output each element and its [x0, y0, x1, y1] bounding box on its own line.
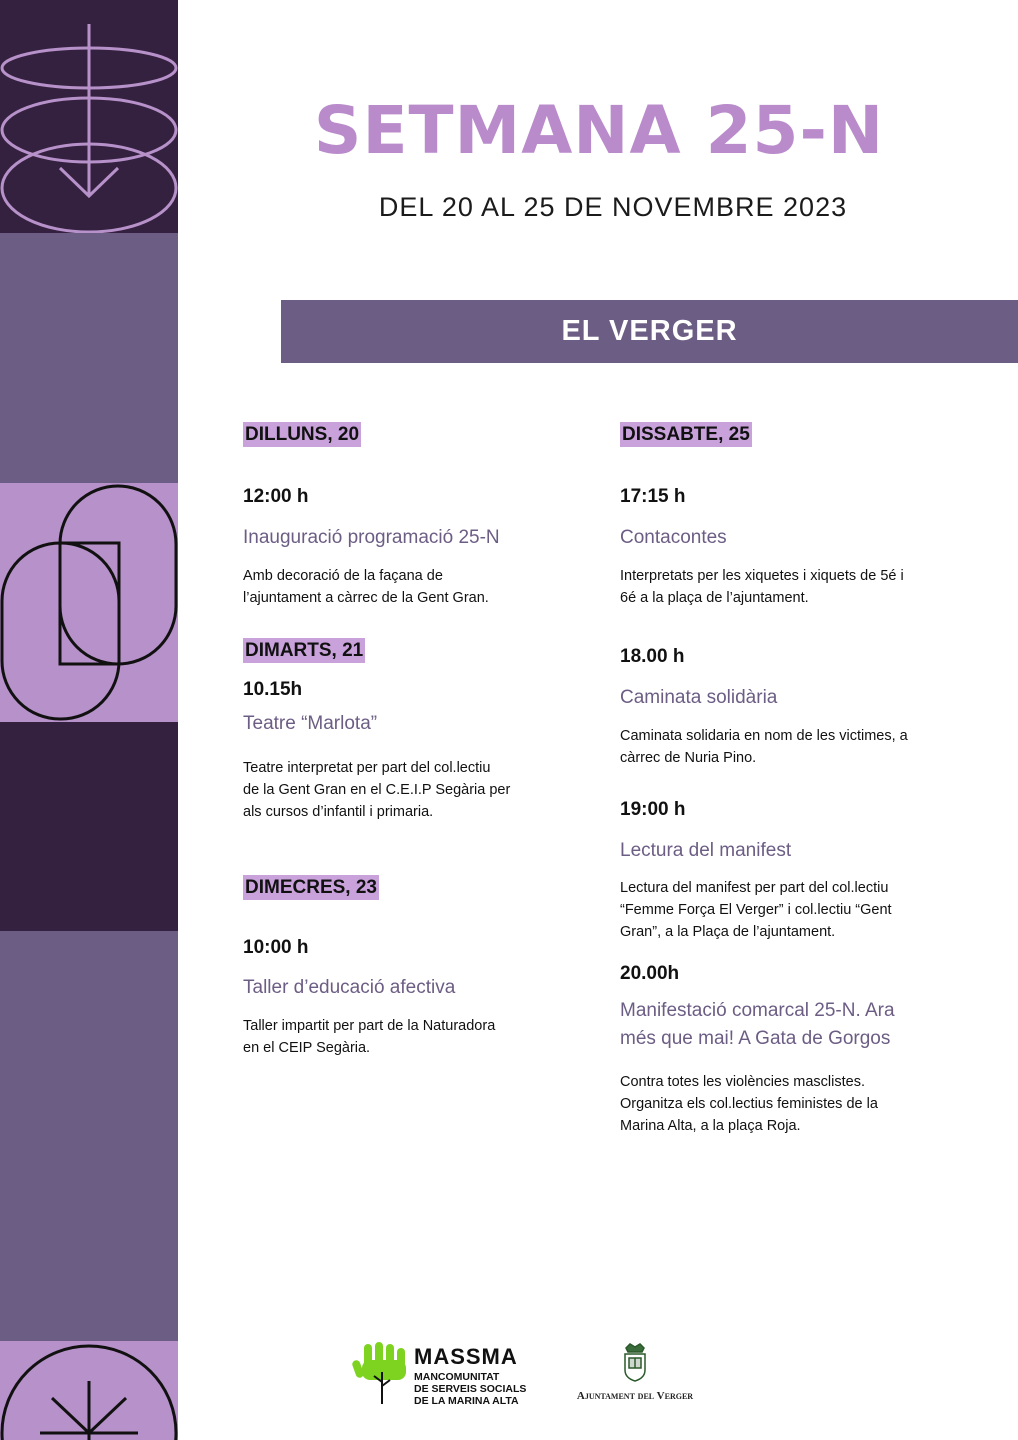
massma-subtitle-line: DE SERVEIS SOCIALS	[414, 1383, 527, 1395]
description-line: Gran”, a la Plaça de l’ajuntament.	[620, 924, 836, 940]
event-description	[243, 757, 563, 823]
page-title: SETMANA 25-N	[313, 92, 885, 169]
event-time: 17:15 h	[620, 486, 686, 507]
concentric-ellipses-arrow-icon	[0, 0, 178, 233]
day-label: DILLUNS, 20	[245, 424, 360, 445]
strip-band-mid-1	[0, 233, 178, 483]
event-title: Teatre “Marlota”	[243, 713, 378, 734]
starburst-circle-icon	[0, 1341, 178, 1440]
description-line: Teatre interpretat per part del col.lectiu	[243, 760, 491, 776]
strip-band-light-bottom	[0, 1341, 178, 1440]
massma-subtitle-line: DE LA MARINA ALTA	[414, 1395, 519, 1407]
description-line: Lectura del manifest per part del col.lectiu	[620, 880, 889, 896]
day-heading-saturday	[620, 424, 950, 446]
event-time: 19:00 h	[620, 799, 686, 820]
day-label: DIMECRES, 23	[245, 877, 377, 898]
strip-band-light	[0, 483, 178, 722]
strip-band-dark	[0, 722, 178, 931]
event-title: Inauguració programació 25-N	[243, 527, 500, 548]
description-line: Taller impartit per part de la Naturadora	[243, 1018, 496, 1034]
ajuntament-logo	[560, 1342, 710, 1412]
town-banner	[281, 300, 1018, 363]
description-line: Caminata solidaria en nom de les victimes, a	[620, 728, 908, 744]
event-description	[620, 565, 950, 609]
day-heading-wednesday	[243, 877, 543, 899]
green-hand-icon	[352, 1342, 410, 1406]
description-line: “Femme Força El Verger” i col.lectiu “Gent	[620, 902, 892, 918]
massma-name: MASSMA	[414, 1344, 518, 1369]
event-time: 10.15h	[243, 679, 303, 700]
description-line: Amb decoració de la façana de	[243, 568, 443, 584]
event-title	[620, 997, 950, 1053]
event-description	[243, 565, 563, 609]
event-description	[620, 1071, 950, 1137]
event-description	[620, 725, 950, 769]
strip-band-dark-top	[0, 0, 178, 233]
ajuntament-label: Ajuntament del Verger	[576, 1390, 694, 1402]
event-title: Contacontes	[620, 527, 727, 548]
event-title-line: Manifestació comarcal 25-N. Ara	[620, 1000, 895, 1021]
massma-subtitle	[414, 1371, 534, 1407]
event-time: 10:00 h	[243, 937, 309, 958]
description-line: en el CEIP Segària.	[243, 1040, 371, 1056]
strip-band-mid-2	[0, 931, 178, 1341]
description-line: Interpretats per les xiquetes i xiquets de 5é i	[620, 568, 904, 584]
day-label: DIMARTS, 21	[245, 640, 364, 661]
event-time: 18.00 h	[620, 646, 685, 667]
event-title-line: més que mai! A Gata de Gorgos	[620, 1028, 891, 1049]
description-line: Organitza els col.lectius feministes de la	[620, 1096, 878, 1112]
description-line: l’ajuntament a càrrec de la Gent Gran.	[243, 590, 489, 606]
massma-logo	[352, 1342, 532, 1412]
description-line: de la Gent Gran en el C.E.I.P Segària per	[243, 782, 511, 798]
event-description	[243, 1015, 563, 1059]
event-title: Taller d’educació afectiva	[243, 977, 456, 998]
description-line: als cursos d’infantil i primaria.	[243, 804, 434, 820]
description-line: 6é a la plaça de l’ajuntament.	[620, 590, 809, 606]
event-title: Caminata solidària	[620, 687, 778, 708]
description-line: Marina Alta, a la plaça Roja.	[620, 1118, 801, 1134]
coat-of-arms-icon	[621, 1342, 649, 1382]
massma-subtitle-line: MANCOMUNITAT	[414, 1371, 500, 1383]
day-label: DISSABTE, 25	[622, 424, 750, 445]
date-range: DEL 20 AL 25 DE NOVEMBRE 2023	[378, 192, 848, 222]
description-line: Contra totes les violències masclistes.	[620, 1074, 865, 1090]
event-description	[620, 877, 950, 943]
description-line: càrrec de Nuria Pino.	[620, 750, 757, 766]
event-time: 12:00 h	[243, 486, 309, 507]
day-heading-tuesday	[243, 640, 543, 662]
decorative-side-strip	[0, 0, 178, 1440]
overlapping-capsules-icon	[0, 483, 178, 722]
day-heading-monday	[243, 424, 543, 446]
event-time: 20.00h	[620, 963, 680, 984]
town-name: EL VERGER	[561, 315, 738, 347]
event-title: Lectura del manifest	[620, 840, 792, 861]
